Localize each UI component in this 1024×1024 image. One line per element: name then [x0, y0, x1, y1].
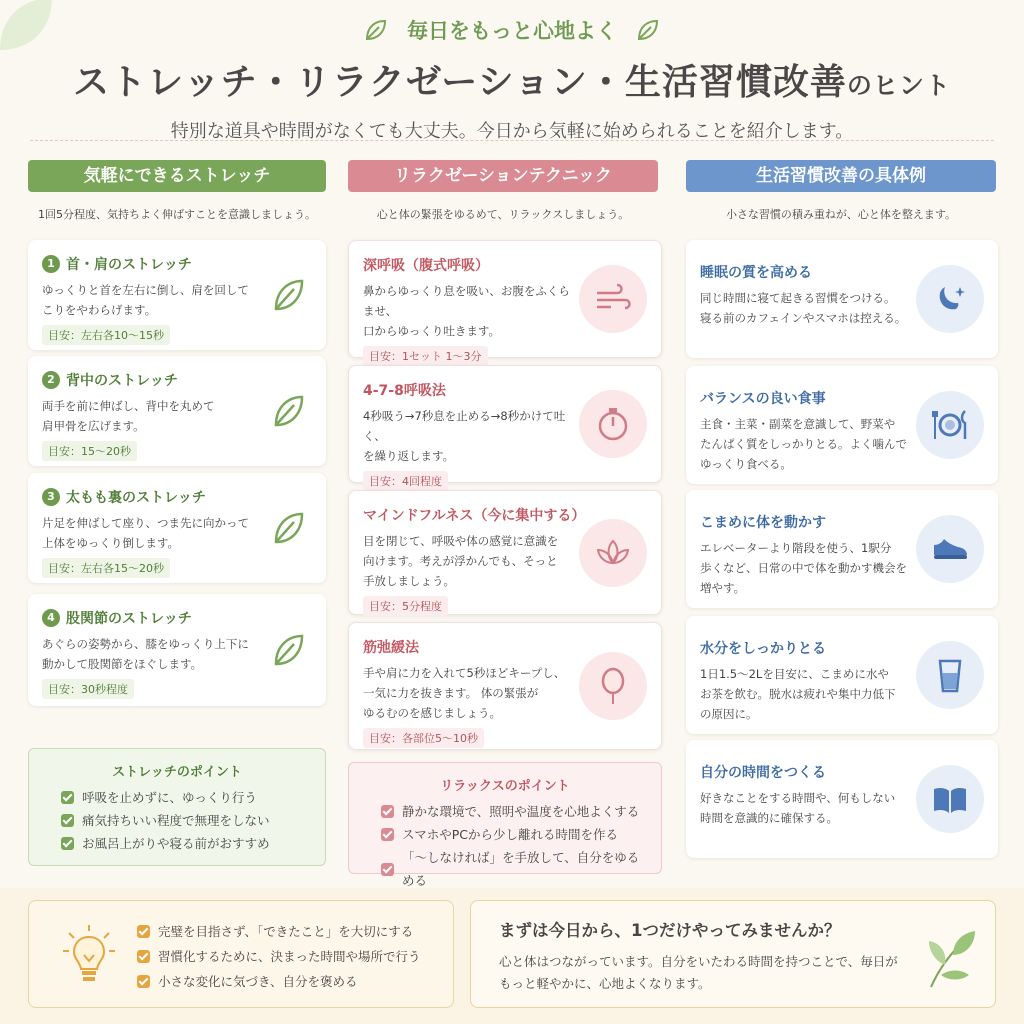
lotus-icon	[579, 519, 647, 587]
stretch-card-title-text: 太もも裏のストレッチ	[66, 490, 206, 506]
relax-card	[348, 622, 662, 750]
page-title-suffix: のヒント	[846, 71, 951, 100]
habit-card	[686, 740, 998, 858]
habit-card-text: 同じ時間に寝て起きる習慣をつける。 寝る前のカフェインやスマホは控える。	[700, 291, 907, 325]
stretch-point	[43, 832, 311, 855]
relax-point	[363, 846, 647, 892]
tip-item	[137, 919, 421, 944]
duration-badge: 目安：左右各10〜15秒	[42, 325, 170, 345]
habit-card-text: 主食・主菜・副菜を意識して、野菜や たんぱく質をしっかりとる。よく噛んで ゆっくり食べる。	[700, 417, 907, 471]
habit-card-title: 自分の時間をつくる	[700, 765, 826, 781]
stopwatch-icon	[579, 390, 647, 458]
stretch-card	[28, 473, 326, 583]
habit-card	[686, 366, 998, 484]
tip-item-text: 習慣化するために、決まった時間や場所で行う	[158, 949, 421, 964]
habit-card	[686, 490, 998, 608]
tip-item-text: 完璧を目指さず、「できたこと」を大切にする	[158, 924, 414, 939]
duration-badge: 目安：30秒程度	[42, 679, 134, 699]
checkbox-icon	[381, 863, 394, 876]
relax-point	[363, 823, 647, 846]
relax-points-title: リラックスのポイント	[440, 779, 570, 794]
leaf-icon	[254, 494, 322, 562]
habit-card-text: エレベーターより階段を使う、1駅分 歩くなど、日常の中で体を動かす機会を 増やす。	[700, 541, 907, 595]
stretch-card-text: あぐらの姿勢から、膝をゆっくり上下に 動かして股関節をほぐします。	[42, 637, 249, 671]
leaf-icon	[254, 616, 322, 684]
tagline	[0, 12, 1024, 48]
checkbox-icon	[381, 828, 394, 841]
habit-card-title: 睡眠の質を高める	[700, 265, 812, 281]
relax-card-title: 深呼吸（腹式呼吸）	[363, 258, 489, 274]
relax-heading: リラクゼーションテクニック	[348, 160, 658, 192]
tip-item-text: 小さな変化に気づき、自分を褒める	[158, 974, 358, 989]
cta-box	[470, 900, 996, 1008]
stretch-point-text: お風呂上がりや寝る前がおすすめ	[82, 836, 270, 851]
step-number: 2	[42, 371, 60, 389]
tip-item	[137, 944, 421, 969]
wind-icon	[579, 265, 647, 333]
header	[0, 12, 1024, 143]
step-number: 1	[42, 255, 60, 273]
checkbox-icon	[61, 837, 74, 850]
duration-badge: 目安：4回程度	[363, 471, 448, 491]
checkbox-icon	[137, 925, 150, 938]
relax-card-title: マインドフルネス（今に集中する）	[363, 508, 586, 524]
glass-icon	[916, 641, 984, 709]
cta-text: 心と体はつながっています。自分をいたわる時間を持つことで、毎日が もっと軽やかに、心地よくなります。	[499, 954, 898, 991]
habit-card-text: 1日1.5〜2Lを目安に、こまめに水や お茶を飲む。脱水は疲れや集中力低下 の原因に。	[700, 667, 896, 721]
stretch-card-text: 両手を前に伸ばし、背中を丸めて 肩甲骨を広げます。	[42, 399, 215, 433]
checkbox-icon	[61, 814, 74, 827]
book-icon	[916, 765, 984, 833]
relax-card	[348, 490, 662, 615]
sprig-icon	[919, 921, 981, 991]
stretch-intro: 1回5分程度、気持ちよく伸ばすことを意識しましょう。	[38, 208, 316, 221]
leaf-icon	[254, 377, 322, 445]
moon-icon	[916, 265, 984, 333]
relax-point-text: スマホやPCから少し離れる時間を作る	[402, 827, 619, 842]
relax-card-text: 鼻からゆっくり息を吸い、お腹をふくらませ、 口からゆっくり吐きます。	[363, 284, 570, 338]
checkbox-icon	[381, 805, 394, 818]
stretch-points-box	[28, 748, 326, 866]
leaf-left-icon	[363, 17, 389, 43]
checkbox-icon	[137, 975, 150, 988]
habits-intro: 小さな習慣の積み重ねが、心と体を整えます。	[725, 208, 957, 221]
habits-heading: 生活習慣改善の具体例	[686, 160, 996, 192]
step-number: 4	[42, 609, 60, 627]
lightbulb-icon	[61, 923, 117, 987]
duration-badge: 目安：5分程度	[363, 596, 448, 616]
duration-badge: 目安：15〜20秒	[42, 441, 137, 461]
relax-point-text: 「〜しなければ」を手放して、自分をゆるめる	[402, 850, 640, 888]
relax-card-text: 目を閉じて、呼吸や体の感覚に意識を 向けます。考えが浮かんでも、そっと 手放しましょう。	[363, 534, 559, 588]
relax-column	[348, 160, 658, 888]
habit-card	[686, 240, 998, 358]
stretch-card-text: 片足を伸ばして座り、つま先に向かって 上体をゆっくり倒します。	[42, 516, 249, 550]
stretch-column	[28, 160, 326, 851]
stretch-card	[28, 240, 326, 350]
stretch-point-text: 呼吸を止めずに、ゆっくり行う	[82, 790, 257, 805]
checkbox-icon	[61, 791, 74, 804]
leaf-right-icon	[635, 17, 661, 43]
duration-badge: 目安：1セット 1〜3分	[363, 346, 488, 366]
stretch-card-title-text: 首・肩のストレッチ	[66, 257, 192, 273]
page-title-main: ストレッチ・リラクゼーション・生活習慣改善	[73, 62, 847, 103]
leaf-icon	[254, 261, 322, 329]
stretch-card	[28, 594, 326, 706]
habit-card-title: バランスの良い食事	[700, 391, 826, 407]
checkbox-icon	[137, 950, 150, 963]
cta-title: まずは今日から、1つだけやってみませんか？	[499, 917, 840, 941]
relax-card	[348, 240, 662, 363]
relax-intro: 心と体の緊張をゆるめて、リラックスしましょう。	[376, 208, 630, 221]
stretch-points-title: ストレッチのポイント	[112, 765, 242, 780]
stretch-point	[43, 809, 311, 832]
tip-item	[137, 969, 421, 994]
relax-card-text: 手や肩に力を入れて5秒ほどキープし、 一気に力を抜きます。 体の緊張が ゆるむのを感じましょう。	[363, 666, 566, 720]
plate-icon	[916, 391, 984, 459]
habit-card-title: こまめに体を動かす	[700, 515, 826, 531]
balloon-icon	[579, 652, 647, 720]
habit-card-text: 好きなことをする時間や、何もしない 時間を意識的に確保する。	[700, 791, 896, 825]
tips-box	[28, 900, 454, 1008]
stretch-card	[28, 356, 326, 466]
stretch-point	[43, 786, 311, 809]
duration-badge: 目安：左右各15〜20秒	[42, 558, 170, 578]
habit-card	[686, 616, 998, 734]
stretch-heading: 気軽にできるストレッチ	[28, 160, 326, 192]
header-divider	[30, 140, 994, 141]
relax-points-box	[348, 762, 662, 888]
relax-card-title: 4-7-8呼吸法	[363, 383, 446, 399]
relax-card	[348, 365, 662, 488]
habit-card-title: 水分をしっかりとる	[700, 641, 826, 657]
stretch-card-title-text: 背中のストレッチ	[66, 373, 178, 389]
page-subtitle: 特別な道具や時間がなくても大丈夫。今日から気軽に始められることを紹介します。	[170, 121, 854, 142]
stretch-card-text: ゆっくりと首を左右に倒し、肩を回して こりをやわらげます。	[42, 283, 249, 317]
stretch-card-title-text: 股関節のストレッチ	[66, 611, 192, 627]
relax-point	[363, 800, 647, 823]
duration-badge: 目安：各部位5〜10秒	[363, 728, 484, 748]
stretch-point-text: 痛気持ちいい程度で無理をしない	[82, 813, 270, 828]
page-title	[0, 54, 1024, 105]
relax-card-title: 筋弛緩法	[363, 640, 419, 656]
relax-card-text: 4秒吸う→7秒息を止める→8秒かけて吐く、 を繰り返します。	[363, 409, 566, 463]
shoe-icon	[916, 515, 984, 583]
tagline-text: 毎日をもっと心地よく	[407, 19, 617, 43]
relax-point-text: 静かな環境で、照明や温度を心地よくする	[402, 804, 640, 819]
habits-column	[686, 160, 996, 825]
step-number: 3	[42, 488, 60, 506]
